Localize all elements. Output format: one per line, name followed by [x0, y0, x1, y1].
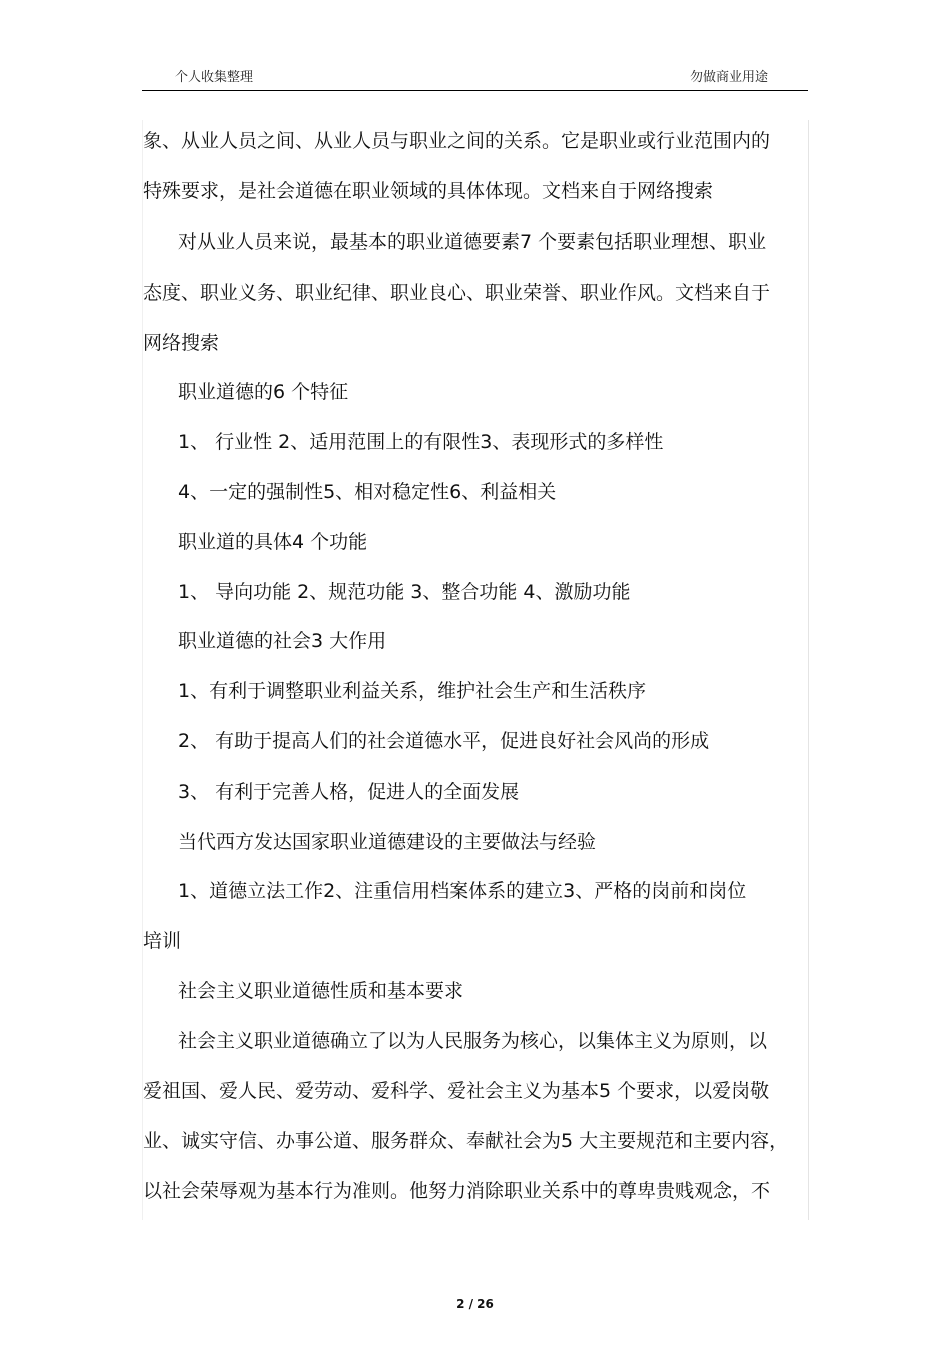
body-line: 1、道德立法工作2、注重信用档案体系的建立3、严格的岗前和岗位: [178, 880, 747, 902]
body-line: 培训: [143, 930, 182, 952]
body-line: 对从业人员来说，最基本的职业道德要素7 个要素包括职业理想、职业: [178, 231, 767, 253]
section-heading: 职业道德的6 个特征: [178, 381, 349, 403]
body-line: 4、一定的强制性5、相对稳定性6、利益相关: [178, 481, 557, 503]
page-frame-right: [808, 120, 809, 1220]
section-heading: 职业道的具体4 个功能: [178, 531, 368, 553]
body-line: 网络搜索: [143, 332, 220, 354]
header-left-text: 个人收集整理: [175, 70, 254, 85]
body-line: 以社会荣辱观为基本行为准则。他努力消除职业关系中的尊卑贵贱观念，不: [143, 1180, 771, 1202]
body-line: 业、诚实守信、办事公道、服务群众、奉献社会为5 大主要规范和主要内容，: [143, 1130, 789, 1152]
body-line: 1、有利于调整职业利益关系，维护社会生产和生活秩序: [178, 680, 647, 702]
body-line: 特殊要求，是社会道德在职业领域的具体体现。文档来自于网络搜索: [143, 180, 714, 202]
body-line: 社会主义职业道德确立了以为人民服务为核心，以集体主义为原则，以: [178, 1030, 768, 1052]
body-line: 爱祖国、爱人民、爱劳动、爱科学、爱社会主义为基本5 个要求，以爱岗敬: [143, 1080, 770, 1102]
body-line: 1、 行业性 2、适用范围上的有限性3、表现形式的多样性: [178, 431, 664, 453]
body-line: 2、 有助于提高人们的社会道德水平，促进良好社会风尚的形成: [178, 730, 710, 752]
body-line: 态度、职业义务、职业纪律、职业良心、职业荣誉、职业作风。文档来自于: [143, 282, 771, 304]
section-heading: 当代西方发达国家职业道德建设的主要做法与经验: [178, 831, 597, 853]
body-line: 3、 有利于完善人格，促进人的全面发展: [178, 781, 520, 803]
page-number: 2 / 26: [456, 1297, 494, 1311]
header-divider: [142, 90, 808, 91]
header-right-text: 勿做商业用途: [690, 70, 769, 85]
body-line: 1、 导向功能 2、规范功能 3、整合功能 4、激励功能: [178, 581, 631, 603]
body-line: 象、从业人员之间、从业人员与职业之间的关系。它是职业或行业范围内的: [143, 130, 771, 152]
section-heading: 社会主义职业道德性质和基本要求: [178, 980, 464, 1002]
section-heading: 职业道德的社会3 大作用: [178, 630, 387, 652]
